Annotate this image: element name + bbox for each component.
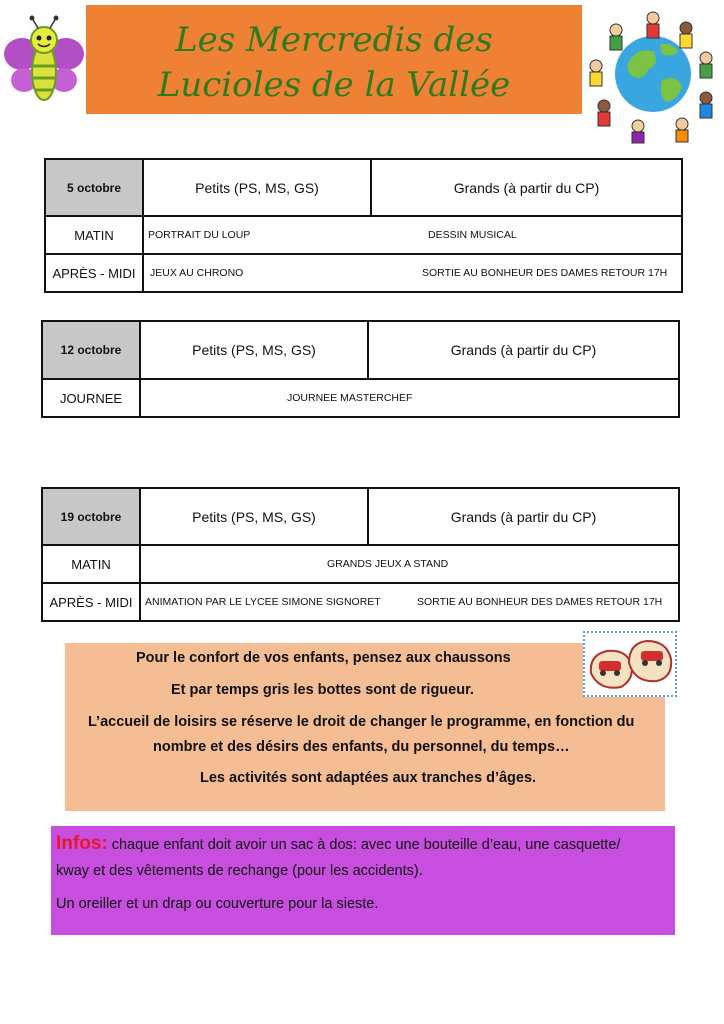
column-header-grands: Grands (à partir du CP) bbox=[368, 321, 679, 379]
infos-line-1 bbox=[56, 833, 620, 855]
date-cell: 19 octobre bbox=[42, 488, 140, 545]
schedule-table-5-october bbox=[44, 158, 683, 293]
row-label-matin: MATIN bbox=[42, 545, 140, 583]
baby-slippers-icon bbox=[583, 631, 677, 697]
column-header-grands: Grands (à partir du CP) bbox=[371, 159, 682, 216]
activity-grands: DESSIN MUSICAL bbox=[428, 229, 517, 241]
infos-line-3: Un oreiller et un drap ou couverture pour la sieste. bbox=[56, 896, 379, 912]
activity-all-ages bbox=[140, 545, 679, 583]
infos-text-1: chaque enfant doit avoir un sac à dos: avec une bouteille d’eau, une casquette/ bbox=[107, 837, 621, 853]
schedule-table-19-october bbox=[41, 487, 680, 622]
date-cell: 5 octobre bbox=[45, 159, 143, 216]
activity-petits: PORTRAIT DU LOUP bbox=[148, 229, 251, 241]
notice-line-5: Les activités sont adaptées aux tranches d’âges. bbox=[200, 770, 537, 786]
row-label-journee: JOURNEE bbox=[42, 379, 140, 417]
column-header-grands: Grands (à partir du CP) bbox=[368, 488, 679, 545]
date-cell: 12 octobre bbox=[42, 321, 140, 379]
column-header-petits: Petits (PS, MS, GS) bbox=[140, 488, 368, 545]
activity-grands: SORTIE AU BONHEUR DES DAMES RETOUR 17H bbox=[417, 596, 663, 608]
schedule-table-12-october bbox=[41, 320, 680, 418]
title-line-2: Lucioles de la Vallée bbox=[157, 65, 511, 105]
notice-line-2: Et par temps gris les bottes sont de rigueur. bbox=[171, 682, 474, 698]
row-label-apres-midi: APRÈS - MIDI bbox=[42, 583, 140, 621]
activities-row bbox=[140, 583, 679, 621]
row-label-apres-midi: APRÈS - MIDI bbox=[45, 254, 143, 292]
activity-petits: ANIMATION PAR LE LYCEE SIMONE SIGNORET bbox=[145, 596, 381, 608]
activity-grands: SORTIE AU BONHEUR DES DAMES RETOUR 17H bbox=[422, 267, 668, 279]
activity-matin: GRANDS JEUX A STAND bbox=[327, 558, 449, 570]
activity-petits: JEUX AU CHRONO bbox=[150, 267, 244, 279]
infos-label: Infos: bbox=[56, 833, 108, 854]
column-header-petits: Petits (PS, MS, GS) bbox=[143, 159, 371, 216]
page-title bbox=[86, 18, 582, 108]
notice-line-4: nombre et des désirs des enfants, du personnel, du temps… bbox=[153, 739, 570, 755]
infos-line-2: kway et des vêtements de rechange (pour les accidents). bbox=[56, 863, 423, 879]
activity-all-ages bbox=[140, 379, 679, 417]
notice-line-1: Pour le confort de vos enfants, pensez aux chaussons bbox=[136, 650, 511, 666]
infos-box bbox=[51, 826, 675, 935]
row-label-matin: MATIN bbox=[45, 216, 143, 254]
children-around-world-icon bbox=[582, 2, 724, 144]
activities-row bbox=[143, 216, 682, 254]
notice-box bbox=[65, 643, 665, 811]
notice-line-3: L’accueil de loisirs se réserve le droit de changer le programme, en fonction du bbox=[88, 714, 635, 730]
activity-journee: JOURNEE MASTERCHEF bbox=[287, 392, 413, 404]
column-header-petits: Petits (PS, MS, GS) bbox=[140, 321, 368, 379]
butterfly-logo-icon bbox=[2, 14, 86, 108]
title-line-1: Les Mercredis des bbox=[175, 20, 493, 60]
activities-row bbox=[143, 254, 682, 292]
